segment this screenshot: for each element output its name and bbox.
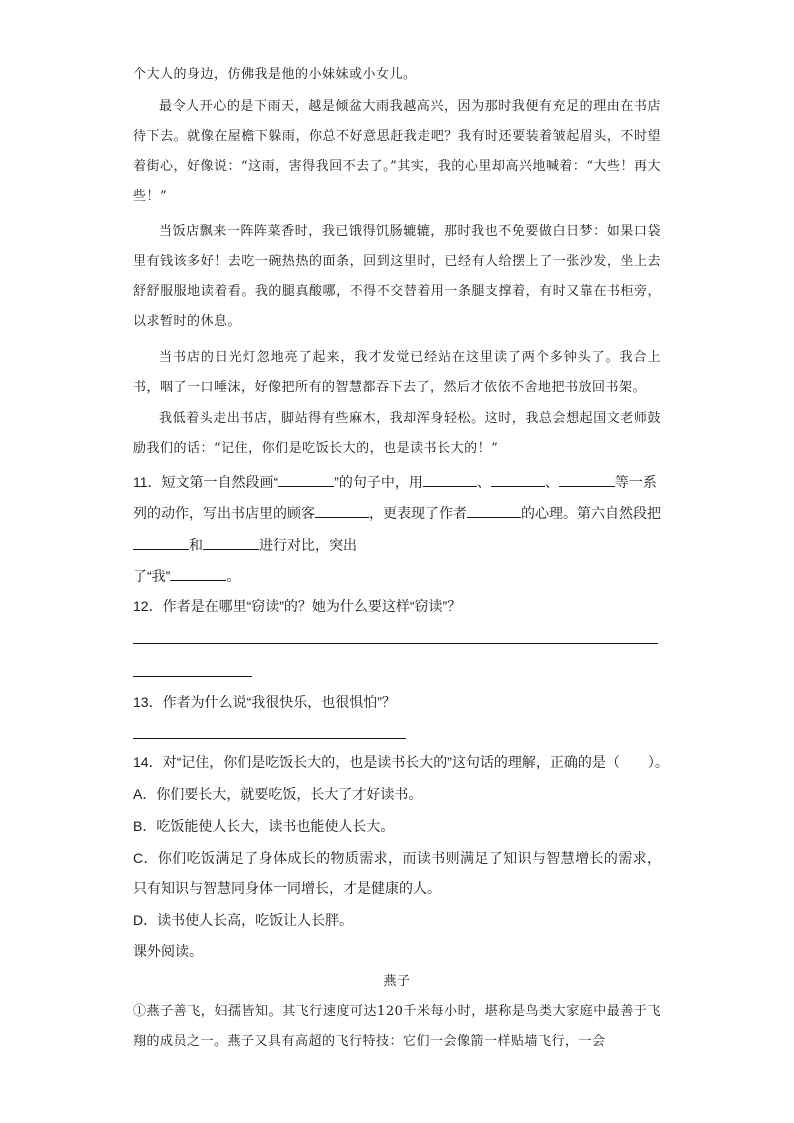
question-11-line-1 — [133, 467, 657, 497]
q11-text: 了“我” — [133, 568, 171, 584]
q11-text: 。 — [226, 568, 241, 584]
q11-text: ”的句子中，用 — [334, 474, 423, 490]
option-a[interactable]: A．你们要长大，就要吃饭，长大了才好读书。 — [133, 786, 423, 802]
option-d[interactable]: D．读书使人长高，吃饭让人长胖。 — [133, 912, 354, 928]
answer-line[interactable] — [133, 643, 658, 644]
option-c[interactable]: C．你们吃饭满足了身体成长的物质需求，而读书则满足了知识与智慧增长的需求，只有知识与智慧同身体一同增长，才是健康的人。 — [133, 850, 661, 896]
story-paragraph-0: 个大人的身边，仿佛我是他的小妹妹或小女儿。 — [133, 67, 417, 82]
q11-text: 的心理。第六自然段把 — [521, 505, 661, 521]
q11-blank-8[interactable] — [203, 533, 259, 550]
q11-blank-3[interactable] — [491, 470, 545, 487]
question-11-line-3 — [133, 530, 357, 560]
q11-text: 11．短文第一自然段画“ — [133, 474, 279, 490]
q11-text: 列的动作，写出书店里的顾客 — [133, 505, 315, 521]
question-11-line-2 — [133, 498, 661, 528]
story-paragraph-3: 当书店的日光灯忽地亮了起来，我才发觉已经站在这里读了两个多钟头了。我合上书，咽了一口唾沫，好像把所有的智慧都吞下去了，然后才依依不舍地把书放回书架。 — [133, 350, 661, 395]
question-13: 13．作者为什么说“我很快乐，也很惧怕”？ — [133, 694, 396, 710]
article-title: 燕子 — [383, 974, 411, 989]
story-paragraph-4: 我低着头走出书店，脚站得有些麻木，我却浑身轻松。这时，我总会想起国文老师鼓励我们的话：“记住，你们是吃饭长大的，也是读书长大的！” — [133, 411, 661, 456]
question-12: 12．作者是在哪里“窃读”的？她为什么要这样“窃读”？ — [133, 598, 462, 614]
q11-blank-2[interactable] — [423, 470, 477, 487]
q11-text: ，更表现了作者 — [369, 505, 467, 521]
q11-blank-6[interactable] — [467, 501, 521, 518]
story-paragraph-1: 最令人开心的是下雨天，越是倾盆大雨我越高兴，因为那时我便有充足的理由在书店待下去。就像在屋檐下躲雨，你总不好意思赶我走吧？我有时还要装着皱起眉头，不时望着街心，好像说：“这雨，害得我回不去了。”其实，我的心里却高兴地喊着：“大些！再大些！” — [133, 99, 661, 204]
q11-blank-7[interactable] — [133, 533, 189, 550]
q11-blank-5[interactable] — [315, 501, 369, 518]
q11-text: 进行对比，突出 — [259, 537, 357, 553]
q11-text: 、 — [544, 474, 559, 490]
q11-blank-4[interactable] — [559, 470, 615, 487]
answer-line[interactable] — [133, 676, 252, 677]
option-b[interactable]: B．吃饭能使人长大，读书也能使人长大。 — [133, 818, 395, 834]
article-paragraph-1: ①燕子善飞，妇孺皆知。其飞行速度可达120千米每小时，堪称是鸟类大家庭中最善于飞翔的成员之一。燕子又具有高超的飞行特技：它们一会像箭一样贴墙飞行，一会 — [133, 1004, 661, 1049]
answer-line[interactable] — [133, 738, 406, 739]
story-paragraph-2: 当饭店飘来一阵阵菜香时，我已饿得饥肠辘辘，那时我也不免要做白日梦：如果口袋里有钱该多好！去吃一碗热热的面条，回到这里时，已经有人给摆上了一张沙发，坐上去舒舒服服地读着看。我的腿真酸哪，不得不交替着用一条腿支撑着，有时又靠在书柜旁，以求暂时的休息。 — [133, 224, 661, 329]
q11-blank-1[interactable] — [278, 470, 334, 487]
question-11-line-4 — [133, 561, 240, 591]
q11-text: 等一系 — [614, 474, 657, 490]
section-label: 课外阅读。 — [133, 943, 203, 959]
question-14-stem: 14．对“记住，你们是吃饭长大的，也是读书长大的”这句话的理解，正确的是（ ）。 — [133, 754, 669, 770]
q11-text: 和 — [189, 537, 203, 553]
q11-text: 、 — [476, 474, 491, 490]
q11-blank-9[interactable] — [170, 564, 226, 581]
